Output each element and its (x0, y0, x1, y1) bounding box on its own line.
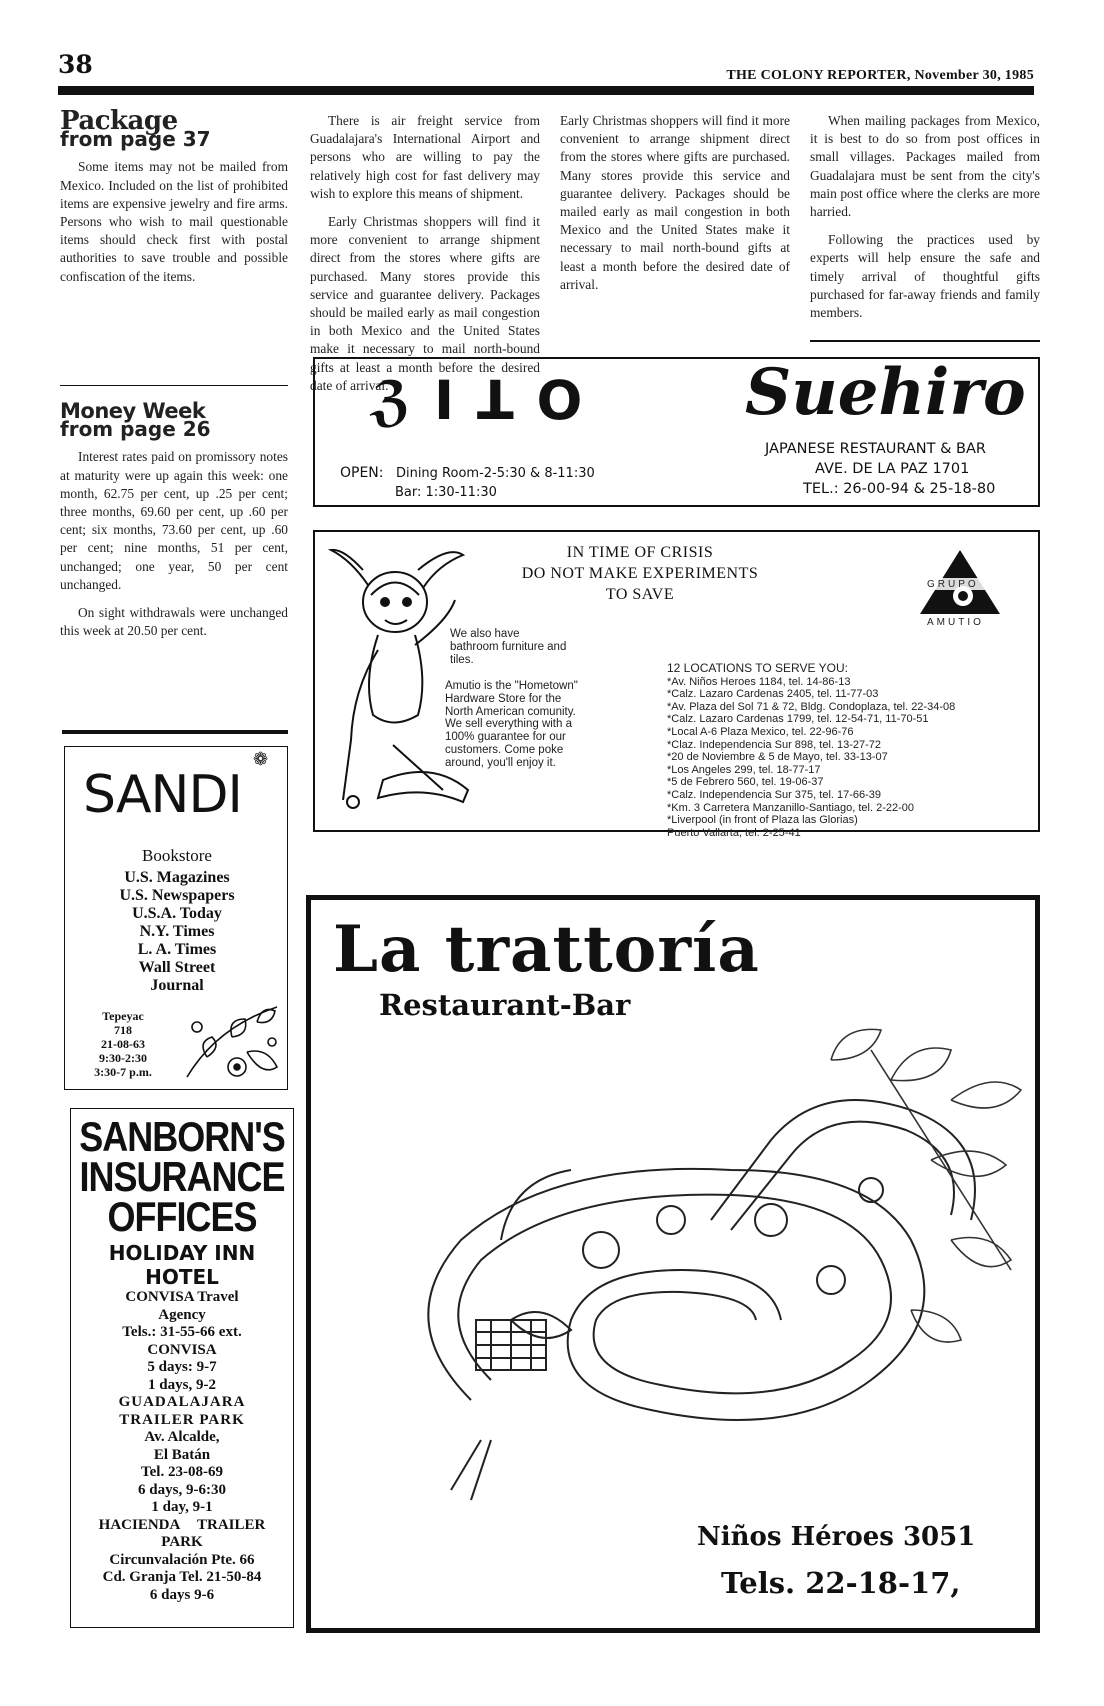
sanborns-line: Circunvalación Pte. 66 (109, 1551, 255, 1568)
package-article-col3 (560, 112, 790, 296)
sanborns-line: TRAILER PARK (119, 1411, 245, 1428)
trattoria-name: La trattoría (333, 912, 760, 987)
sanborns-line: Agency (158, 1306, 206, 1323)
location-item: *Calz. Independencia Sur 375, tel. 17-66-39 (667, 788, 882, 801)
hotel-line: HOTEL (145, 1265, 219, 1289)
package-article-col4 (810, 112, 1040, 332)
slogan-line: TO SAVE (605, 586, 675, 603)
sanborns-title-line: SANBORN'S (79, 1112, 285, 1160)
sandi-ad (64, 746, 288, 1090)
ito-logo: ℨ ꓲ ꓕ ꓳ (370, 369, 585, 432)
location-item: *Km. 3 Carretera Manzanillo-Santiago, tel. 2-22-00 (667, 801, 915, 814)
sandi-address-line: 21-08-63 (101, 1037, 145, 1051)
location-item: *Calz. Lazaro Cardenas 2405, tel. 11-77-03 (667, 688, 879, 701)
sandi-line: Journal (150, 977, 204, 994)
sanborns-line: Cd. Granja Tel. 21-50-84 (102, 1569, 262, 1585)
trattoria-ad (306, 895, 1040, 1633)
money-jump-line: from page 26 (60, 417, 211, 442)
package-article-col1 (60, 106, 288, 296)
sanborns-line: CONVISA (147, 1341, 217, 1358)
header-rule (58, 86, 1034, 95)
column-rule (62, 730, 288, 734)
logo-grupo: GRUPO (927, 579, 979, 590)
sandi-line: U.S. Magazines (124, 869, 230, 886)
sandi-logo (83, 765, 242, 825)
bar-hours: Bar: 1:30-11:30 (395, 485, 497, 500)
location-item: Puerto Vallarta, tel. 2-25-41 (667, 826, 801, 839)
trattoria-address: Niños Héroes 3051 (697, 1522, 976, 1552)
sanborns-title (71, 1112, 293, 1240)
slogan-line: DO NOT MAKE EXPERIMENTS (521, 565, 759, 582)
sanborns-line: 6 days 9-6 (149, 1586, 215, 1603)
sanborns-line: CONVISA Travel (125, 1289, 239, 1305)
sanborns-line: El Batán (153, 1446, 211, 1463)
package-para-1: Some items may not be mailed from Mexico. Included on the list of prohibited items are expensive jewelry and fire arms. Persons who wish to mail questionable items should check first with postal authorities to save trouble and possible confiscation of the items. (60, 159, 288, 284)
sanborns-hotel (71, 1241, 293, 1289)
money-para-1: Interest rates paid on promissory notes at maturity were up again this week: one month, 62.75 per cent, up .25 per cent; three months, 69.60 per cent, up .60 per cent; six months, 73.60 per cent, up .60 per cent; nine months, 51 per cent, unchanged; one year, 50 per cent unchanged. (60, 449, 288, 592)
location-item: *Av. Plaza del Sol 71 & 72, Bldg. Condoplaza, tel. 22-34-08 (667, 700, 956, 713)
location-item: *5 de Febrero 560, tel. 19-06-37 (667, 776, 824, 789)
package-jump-line: from page 37 (60, 127, 211, 152)
sanborns-line: 1 day, 9-1 (151, 1499, 213, 1515)
suehiro-tel: TEL.: 26-00-94 & 25-18-80 (803, 481, 996, 497)
suehiro-address: AVE. DE LA PAZ 1701 (815, 461, 970, 477)
logo-amutio: AMUTIO (927, 617, 984, 628)
floral-ornament-illustration (177, 997, 287, 1087)
sandi-line: N.Y. Times (139, 923, 215, 940)
bathroom-note: We also have bathroom furniture and tiles. (450, 628, 567, 667)
trattoria-tels: Tels. 22-18-17, (721, 1566, 961, 1600)
location-item: *Av. Niños Heroes 1184, tel. 14-86-13 (667, 675, 851, 688)
locations-title: 12 LOCATIONS TO SERVE YOU: (667, 661, 848, 675)
money-week-article (60, 399, 288, 650)
sanborns-line: Av. Alcalde, (144, 1429, 220, 1445)
column-rule (810, 340, 1040, 342)
hotel-line: HOLIDAY INN (108, 1241, 256, 1265)
sandi-line: Bookstore (142, 846, 212, 865)
location-item: *Liverpool (in front of Plaza las Glorias) (667, 814, 858, 827)
dining-hours: Dining Room-2-5:30 & 8-11:30 (395, 466, 595, 481)
suehiro-tagline: JAPANESE RESTAURANT & BAR (765, 441, 986, 457)
sanborns-line: GUADALAJARA (118, 1394, 246, 1410)
package-para-5: Following the practices used by experts will help ensure the safe and timely arrival of thoughtful gifts purchased for far-away friends and family members. (810, 232, 1040, 321)
sandi-address (73, 1009, 173, 1079)
money-headline: Money Week (60, 399, 206, 423)
money-para-2: On sight withdrawals were unchanged this week at 20.50 per cent. (60, 605, 288, 639)
trattoria-subtitle: Restaurant-Bar (379, 988, 631, 1022)
package-para-2: There is air freight service from Guadalajara's International Airport and persons who are willing to pay the relatively high cost for fast delivery may wish to explore this means of shipment. (310, 113, 540, 201)
suehiro-ad (313, 357, 1040, 507)
sandi-address-line: 9:30-2:30 (99, 1051, 147, 1065)
open-label: OPEN: (340, 465, 384, 481)
slogan-line: IN TIME OF CRISIS (566, 544, 714, 561)
package-para-3-cont: Early Christmas shoppers will find it more convenient to arrange shipment direct from the stores where gifts are purchased. Many stores provide this service and guarantee delivery. Packages should be mailed early as mail congestion in both Mexico and the United States make it necessary to mail north-bound gifts at least a month before the desired date of arrival. (560, 113, 790, 292)
suehiro-logo: Suehiro (745, 355, 1026, 430)
running-header: THE COLONY REPORTER, November 30, 1985 (726, 68, 1034, 83)
page-number: 38 (58, 50, 93, 79)
sanborns-line: PARK (161, 1534, 203, 1550)
package-para-4: When mailing packages from Mexico, it is best to do so from post offices in small villages. Packages mailed from Guadalajara must be sent from the city's main post office where the clerks are more harried. (810, 113, 1040, 220)
flower-icon: ❁ (253, 749, 269, 769)
sanborns-line: HACIENDA TRAILER (98, 1516, 266, 1533)
sanborns-title-line: INSURANCE (79, 1152, 285, 1200)
amutio-ad (313, 530, 1040, 839)
sanborns-line: 6 days, 9-6:30 (138, 1481, 226, 1498)
location-item: *Local A-6 Plaza Mexico, tel. 22-96-76 (667, 725, 854, 738)
sanborns-line: 5 days: 9-7 (147, 1359, 217, 1375)
location-item: *Los Angeles 299, tel. 18-77-17 (667, 763, 821, 776)
sanborns-ad (70, 1108, 294, 1628)
sandi-logo-text: SANDI (83, 765, 242, 825)
sandi-address-line: 3:30-7 p.m. (94, 1065, 152, 1079)
package-para-3: Early Christmas shoppers will find it more convenient to arrange shipment direct from the stores where gifts are purchased. Many stores provide this service and guarantee delivery. Packages should be mailed early as mail congestion in both Mexico and the United States make it necessary to mail north-bound gifts at least a month before the desired date of arrival. (310, 214, 540, 393)
sandi-line: U.S. Newspapers (119, 887, 235, 904)
location-item: *Claz. Independencia Sur 898, tel. 13-27-72 (667, 738, 882, 751)
sandi-address-line: 718 (114, 1023, 132, 1037)
sandi-line: U.S.A. Today (132, 905, 222, 922)
package-headline: Package (60, 106, 178, 136)
sanborns-line: Tel. 23-08-69 (141, 1464, 223, 1480)
location-item: *Calz. Lazaro Cardenas 1799, tel. 12-54-71, 11-70-51 (667, 713, 929, 726)
package-article-col2 (310, 112, 540, 393)
sanborns-details (71, 1289, 293, 1604)
amutio-description: Amutio is the "Hometown" Hardware Store for the North American comunity. We sell everything with a 100% guarantee for our customers. Come poke around, you'll enjoy it. (445, 680, 578, 769)
sandi-line: Wall Street (138, 959, 216, 976)
french-horn-illustration (351, 1020, 1031, 1540)
open-hours (340, 465, 595, 481)
amutio-slogan (510, 542, 770, 605)
sandi-list (65, 847, 289, 995)
sanborns-line: Tels.: 31-55-66 ext. (122, 1324, 242, 1340)
sandi-address-line: Tepeyac (102, 1009, 144, 1023)
grupo-amutio-logo (905, 546, 1015, 626)
amutio-locations (667, 662, 1037, 839)
sanborns-line: 1 days, 9-2 (148, 1376, 216, 1393)
sanborns-title-line: OFFICES (107, 1192, 257, 1240)
location-item: *20 de Noviembre & 5 de Mayo, tel. 33-13-07 (667, 751, 888, 764)
column-rule (60, 385, 288, 386)
sandi-line: L. A. Times (137, 941, 217, 958)
